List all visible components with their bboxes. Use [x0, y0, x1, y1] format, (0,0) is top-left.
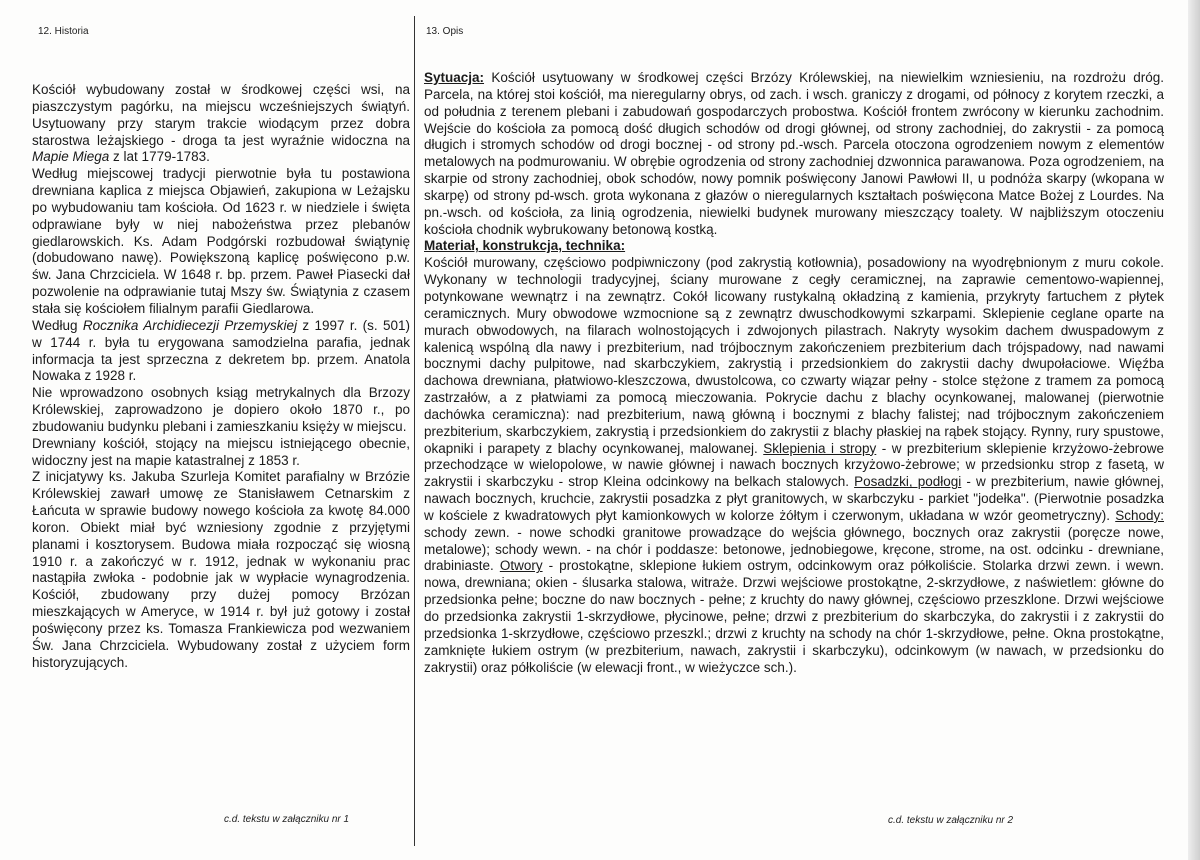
section-label: Posadzki, podłogi: [854, 474, 962, 490]
paragraph: [32, 166, 410, 318]
text-run: Mapie Miega: [32, 149, 110, 165]
text-run: Kościół usytuowany w środkowej części Brzózy Królewskiej, na niewielkim wzniesieniu, na rozdrożu dróg. Parcela, na której stoi kościół, ma nieregularny obrys, od zach. i wsch. graniczy z drogami, od północy z korytem rzeczki, a od południa z terenem plebani i zabudowań gospodarczych probostwa. Kościół frontem zwrócony w kierunku zachodnim. Wejście do kościoła za pomocą dość długich schodów od drogi głównej, od strony zachodniej, do zakrystii - za pomocą długich i stromych schodów od drogi bocznej - od strony pd.-wsch. Parcela otoczona ogrodzeniem nowym z elementów metalowych na podmurowaniu. W obrębie ogrodzenia od strony zachodniej dzwonnica parawanowa. Poza ogrodzeniem, na skarpie od strony zachodniej, obok schodów, nowy pomnik poświęcony Janowi Pawłowi II, u podnóża skarpy (wkopana w skarpę) od strony pd-wsch. grota wykonana z głazów o nieregularnych kształtach poświęcona Matce Bożej z Lourdes. Na pn.-wsch. od kościoła, za linią ogrodzenia, niewielki budynek murowany mieszczący toalety. W najbliższym otoczeniu kościoła chodnik wybrukowany betonową kostką.: [424, 70, 1164, 237]
section-header-history: 12. Historia: [38, 26, 89, 37]
text-run: - prostokątne, sklepione łukiem ostrym, odcinkowym oraz półkoliście. Stolarka drzwi zewn. i wewn. nowa, drewniana; okien - ślusarka stalowa, witraże. Drzwi wejściowe prostokątne, 2-skrzydłowe, z naświetlem: główne do przedsionka pełne; boczne do naw bocznych - pełne; z kruchty do nawy głównej, częściowo przeszklone. Drzwi wejściowe do przedsionka zakrystii 1-skrzydłowe, płycinowe, pełne; drzwi z prezbiterium do skarbczyka, do zakrystii i z zakrystii do przedsionka 1-skrzydłowe, częściowo przeszkl.; drzwi z kruchty na schody na chór 1-skrzydłowe, pełne. Okna prostokątne, zamknięte łukiem ostrym (w prezbiterium, nawach, zakrystii i skarbczyku), odcinkowym (w nawach, w przedsionku do zakrystii) oraz półkoliście (w elewacji front., w wieżyczce sch.).: [424, 558, 1164, 675]
text-run: z lat 1779-1783.: [109, 149, 210, 165]
paragraph: [424, 255, 1164, 676]
text-run: Rocznika Archidiecezji Przemyskiej: [82, 317, 298, 333]
section-label: Sytuacja:: [424, 70, 485, 85]
section-label: Otwory: [499, 558, 543, 574]
text-run: schody zewn. - nowe schodki granitowe prowadzące do wejścia głównego, bocznych oraz zakrystii (poręcze nowe, metalowe); schody wewn. - na chór i poddasze: betonowe, jednobiegowe, kręcone, strome, na ost. odcinku - drewniane, drabiniaste.: [424, 524, 1164, 574]
text-run: Według: [32, 317, 83, 333]
paragraph: [424, 70, 1164, 238]
section-label: Schody:: [1115, 507, 1164, 523]
paragraph: [32, 318, 410, 385]
text-run: Kościół wybudowany został w środkowej części wsi, na piaszczystym pagórku, na miejscu wcześniejszych świątyń. Usytuowany przy starym trakcie wiodącym przez dobra starostwa leżajskiego - droga ta jest wyraźnie widoczna na: [32, 82, 410, 148]
page-edge-shadow: [1188, 0, 1200, 860]
paragraph: [32, 385, 410, 436]
section-label: Sklepienia i stropy: [763, 440, 877, 456]
text-run: Według miejscowej tradycji pierwotnie była tu postawiona drewniana kaplica z miejsca Objawień, zakupiona w Leżajsku po wybudowaniu tam kościoła. Od 1623 r. w niedziele i święta odprawiane były w niej nabożeństwa przez plebanów giedlarowskich. Ks. Adam Podgórski rozbudował świątynię (dobudowano nawę). Powiększoną kaplicę poświęcono p.w. św. Jana Chrzciciela. W 1648 r. bp. przem. Paweł Piasecki dał pozwolenie na odprawianie tutaj Mszy św. Świątynia z czasem stała się kościołem filialnym parafii Giedlarowa.: [32, 166, 410, 316]
history-column: [32, 82, 410, 672]
description-column: [424, 70, 1164, 676]
text-run: z 1997 r. (s. 501) w 1744 r. była tu erygowana samodzielna parafia, jednak informacja ta jest sprzeczna z dekretem bp. przem. Anatola Nowaka z 1928 r.: [32, 317, 410, 384]
section-label: Materiał, konstrukcja, technika:: [424, 238, 626, 254]
section-header-description: 13. Opis: [426, 26, 464, 37]
text-run: Drewniany kościół, stojący na miejscu istniejącego obecnie, widoczny jest na mapie katastralnej z 1853 r.: [32, 435, 410, 468]
text-run: Kościół murowany, częściowo podpiwniczony (pod zakrystią kotłownia), posadowiony na wyodrębnionym z muru cokole. Wykonany w technologii tradycyjnej, ściany murowane z cegły ceramicznej, na zaprawie cementowo-wapiennej, potynkowane wewnątrz i na zewnątrz. Cokół licowany rustykalną okładziną z kamienia, przykryty fartuchem z płytek ceramicznych. Mury obwodowe wzmocnione są z zewnątrz dwuschodkowymi szkarpami. Sklepienie ceglane oparte na murach obwodowych, na filarach wolnostojących i zdwojonych pilastrach. Nakryty wysokim dachem dwuspadowym z kalenicą wspólną dla nawy i prezbiterium, nad trójbocznym zakończeniem prezbiterium dach trójspadowy, nad nawami bocznymi dachy pulpitowe, nad skarbczykiem, zakrystią i przedsionkiem do zakrystii dachy dwupołaciowe. Więźba dachowa drewniana, płatwiowo-kleszczowa, dwustolcowa, co czwarty wiązar pełny - stolce stężone z tramem za pomocą zastrzałów, a z płatwiami za pomocą mieczowania. Pokrycie dachu z blachy ocynkowanej, malowanej (pierwotnie dachówka ceramiczna): nad prezbiterium, nawą główną i bocznymi z blachy falistej; nad trójbocznym zakończeniem prezbiterium, skarbczykiem, zakrystią i przedsionkiem do zakrystii z blachy płaskiej na rąbek stojący. Rynny, rury spustowe, okapniki i parapety z blachy ocynkowanej, malowanej.: [424, 255, 1164, 456]
text-run: - w prezbiterium, nawie głównej, nawach bocznych, kruchcie, zakrystii posadzka z płyt granitowych, w skarbczyku - parkiet "jodełka". (Pierwotnie posadzka w kościele z kwadratowych płyt kamionkowych w kolorze żółtym i czerwonym, układana w wzór geometryczny).: [424, 474, 1164, 523]
text-run: Z inicjatywy ks. Jakuba Szurleja Komitet parafialny w Brzózie Królewskiej zawarł umowę ze Stanisławem Cetnarskim z Łańcuta w sprawie budowy nowego kościoła za kwotę 84.000 koron. Obiekt miał być wzniesiony zgodnie z przyjętymi planami i kosztorysem. Budowa miała rozpocząć się wiosną 1910 r. a zakończyć w r. 1912, jednak w wykonaniu prac nastąpiła zwłoka - podobnie jak w wypłacie wynagrodzenia. Kościół, zbudowany przy dużej pomocy Brzózan mieszkających w Ameryce, w 1914 r. był już gotowy i został poświęcony przez ks. Tomasza Frankiewicza pod wezwaniem Św. Jana Chrzciciela. Wybudowany został z użyciem form historyzujących.: [32, 469, 410, 670]
text-run: - w prezbiterium sklepienie krzyżowo-żebrowe przechodzące w wielopolowe, w nawie głównej i nawach bocznych krzyżowo-żebrowe; w przedsionku strop z fasetą, w zakrystii i skarbczyku - strop Kleina odcinkowy na belkach stalowych.: [424, 440, 1164, 490]
paragraph: [424, 238, 1164, 255]
column-divider: [414, 16, 415, 846]
text-run: Nie wprowadzono osobnych ksiąg metrykalnych dla Brzozy Królewskiej, zaprowadzono je dopiero około 1870 r., po zbudowaniu budynku plebani i zamieszkaniu księży w miejscu.: [32, 385, 410, 434]
paragraph: [32, 469, 410, 671]
paragraph: [32, 436, 410, 470]
continuation-note-left: c.d. tekstu w załączniku nr 1: [224, 814, 350, 825]
continuation-note-right: c.d. tekstu w załączniku nr 2: [888, 815, 1014, 826]
paragraph: [32, 82, 410, 166]
